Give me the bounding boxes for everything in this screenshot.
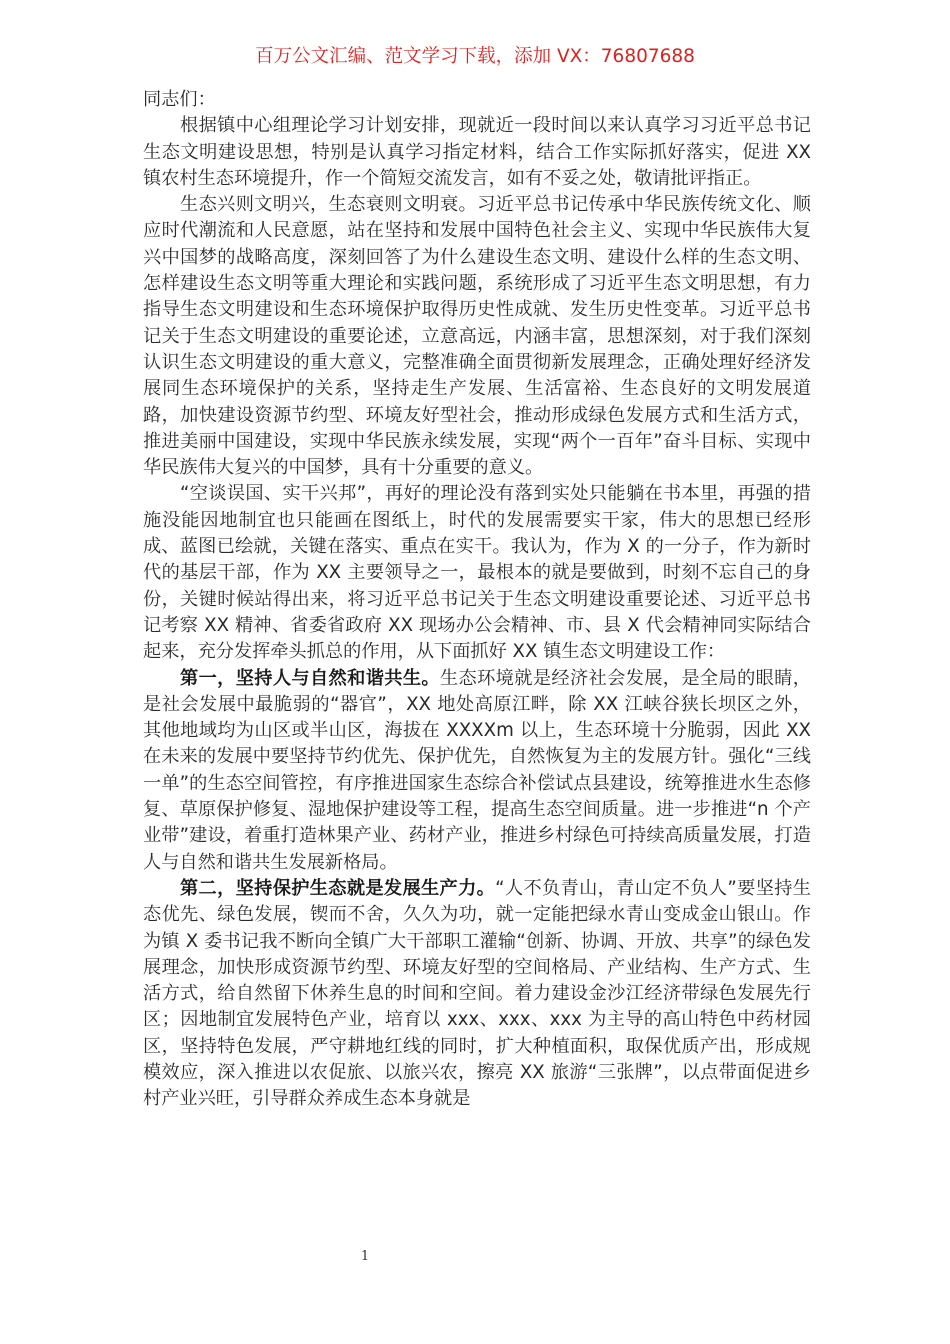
document-body [143,87,811,1113]
paragraph-point-one [143,666,811,876]
paragraph-intro: 根据镇中心组理论学习计划安排，现就近一段时间以来认真学习习近平总书记生态文明建设思想，特别是认真学习指定材料，结合工作实际抓好落实，促进 XX 镇农村生态环境提升，作一个简短交流发言，如有不妥之处，敬请批评指正。 [143,115,811,189]
paragraph-point-two [143,876,811,1113]
paragraph-practice: “空谈误国、实干兴邦”，再好的理论没有落到实处只能躺在书本里，再强的措施没能因地制宜也只能画在图纸上，时代的发展需要实干家，伟大的思想已经形成、蓝图已绘就，关键在落实、重点在实干。我认为，作为 X 的一分子，作为新时代的基层干部，作为 XX 主要领导之一，最根本的就是要做到，时刻不忘自己的身份，关键时候站得出来，将习近平总书记关于生态文明建设重要论述、习近平总书记考察 XX 精神、省委省政府 XX 现场办公会精神、市、县 X 代会精神同实际结合起来，充分发挥牵头抓总的作用，从下面抓好 XX 镇生态文明建设工作： [143,483,811,663]
point-two-heading: 第二，坚持保护生态就是发展生产力。 [180,877,496,899]
paragraph-ecology-civilization: 生态兴则文明兴，生态衰则文明衰。习近平总书记传承中华民族传统文化、顺应时代潮流和人民意愿，站在坚持和发展中国特色社会主义、实现中华民族伟大复兴中国梦的战略高度，深刻回答了为什么建设生态文明、建设什么样的生态文明、怎样建设生态文明等重大理论和实践问题，系统形成了习近平生态文明思想，有力指导生态文明建设和生态环境保护取得历史性成就、发生历史性变革。习近平总书记关于生态文明建设的重要论述，立意高远，内涵丰富，思想深刻，对于我们深刻认识生态文明建设的重大意义，完整准确全面贯彻新发展理念，正确处理好经济发展同生态环境保护的关系，坚持走生产发展、生活富裕、生态良好的文明发展道路，加快建设资源节约型、环境友好型社会，推动形成绿色发展方式和生活方式，推进美丽中国建设，实现中华民族永续发展，实现“两个一百年”奋斗目标、实现中华民族伟大复兴的中国梦，具有十分重要的意义。 [143,194,811,479]
salutation: 同志们： [143,89,216,110]
point-one-text: 生态环境就是经济社会发展，是全局的眼睛，是社会发展中最脆弱的“器官”，XX 地处高原江畔，除 XX 江峡谷狭长坝区之外，其他地域均为山区或半山区，海拔在 XXXXm 以上，生态环境十分脆弱，因此 XX 在未来的发展中要坚持节约优先、保护优先，自然恢复为主的发展方针。强化“三线一单”的生态空间管控，有序推进国家生态综合补偿试点县建设，统筹推进水生态修复、草原保护修复、湿地保护建设等工程，提高生态空间质量。进一步推进“n 个产业带”建设，着重打造林果产业、药材产业，推进乡村绿色可持续高质量发展，打造人与自然和谐共生发展新格局。 [143,667,811,873]
page-number: 1 [360,1249,370,1264]
point-one-heading: 第一，坚持人与自然和谐共生。 [180,667,440,689]
watermark-header: 百万公文汇编、范文学习下载，添加 VX：76807688 [255,46,695,67]
point-two-text: “人不负青山，青山定不负人”要坚持生态优先、绿色发展，锲而不舍，久久为功，就一定能把绿水青山变成金山银山。作为镇 X 委书记我不断向全镇广大干部职工灌输“创新、协调、开放、共享”的绿色发展理念，加快形成资源节约型、环境友好型的空间格局、产业结构、生产方式、生活方式，给自然留下休养生息的时间和空间。着力建设金沙江经济带绿色发展先行区；因地制宜发展特色产业，培育以 xxx、xxx、xxx 为主导的高山特色中药材园区，坚持特色发展，严守耕地红线的同时，扩大种植面积，取保优质产出，形成规模效应，深入推进以农促旅、以旅兴农，擦亮 XX 旅游“三张牌”，以点带面促进乡村产业兴旺，引导群众养成生态本身就是 [143,877,811,1110]
